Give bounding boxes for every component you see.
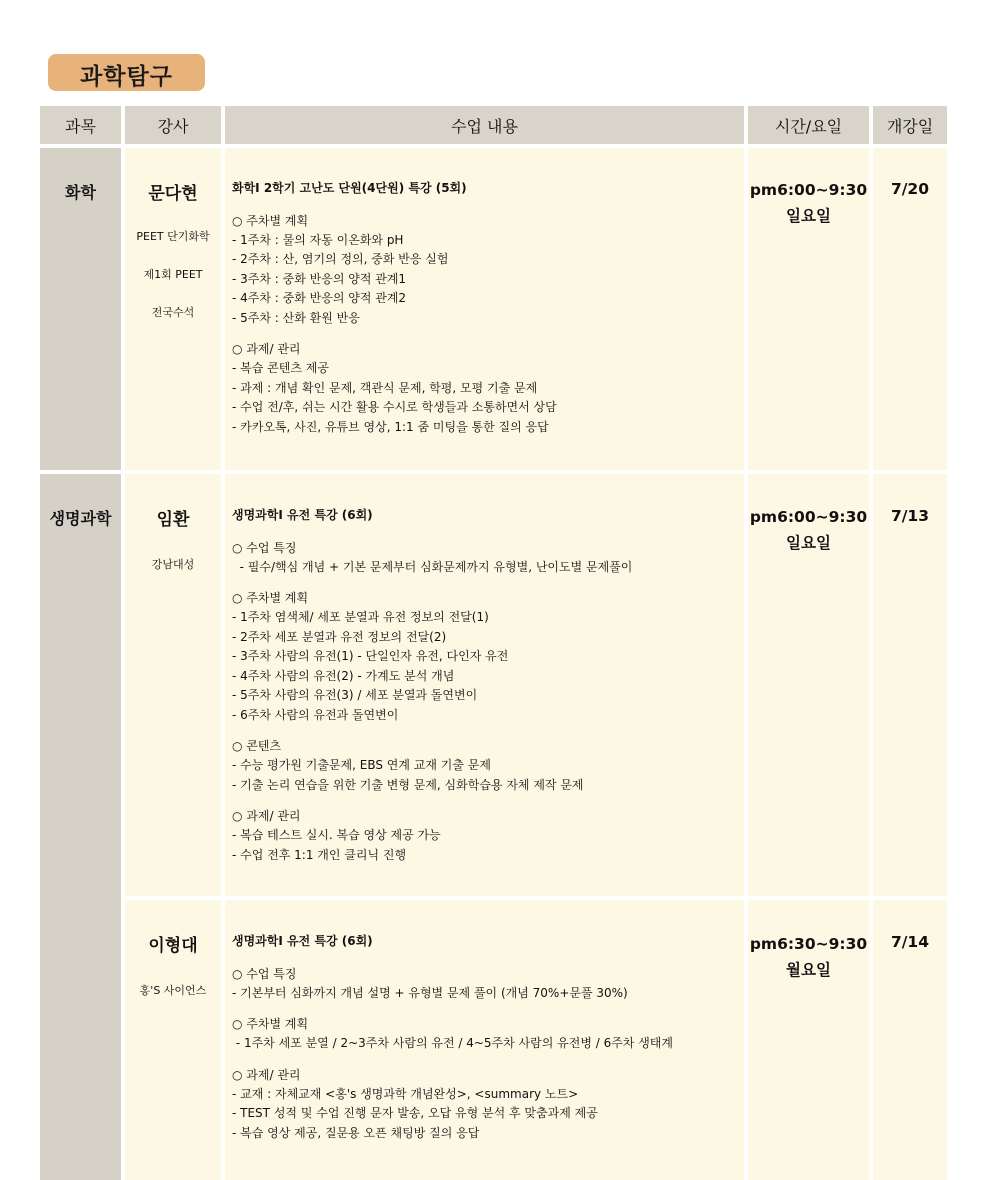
class-day: 일요일 bbox=[786, 534, 831, 552]
subject-label: 생명과학 bbox=[49, 509, 112, 528]
content-section bbox=[232, 1014, 744, 1054]
section-title-badge bbox=[48, 54, 205, 91]
header-content: 수업 내용 bbox=[225, 106, 744, 144]
list-item: - 수업 전/후, 쉬는 시간 활용 수시로 학생들과 소통하면서 상담 bbox=[232, 400, 557, 414]
credential-line: 제1회 PEET bbox=[143, 268, 203, 281]
credential-line: 홍'S 사이언스 bbox=[139, 984, 207, 997]
course-title: 생명과학Ⅰ 유전 특강 (6회) bbox=[232, 508, 373, 522]
time-cell bbox=[748, 900, 869, 1180]
credential-line: 전국수석 bbox=[151, 306, 195, 319]
content-cell bbox=[225, 900, 744, 1180]
list-item: - 5주차 : 산화 환원 반응 bbox=[232, 310, 360, 325]
list-item: - 필수/핵심 개념 + 기본 문제부터 심화문제까지 유형별, 난이도별 문제풀이 bbox=[232, 559, 633, 574]
section-heading: ○ 과제/ 관리 bbox=[232, 809, 301, 823]
time-cell bbox=[748, 148, 869, 470]
instructor-name: 이형대 bbox=[148, 936, 198, 956]
instructor-credentials bbox=[125, 208, 221, 341]
section-heading: ○ 수업 특징 bbox=[232, 966, 297, 981]
header-time: 시간/요일 bbox=[748, 106, 869, 144]
list-item: - 5주차 사람의 유전(3) / 세포 분열과 돌연변이 bbox=[232, 688, 478, 702]
start-date-cell bbox=[873, 148, 947, 470]
list-item: - 1주차 : 물의 자동 이온화와 pH bbox=[232, 232, 404, 247]
list-item: - 1주차 세포 분열 / 2~3주차 사람의 유전 / 4~5주차 사람의 유전병 / 6주차 생태계 bbox=[232, 1036, 673, 1050]
content-section bbox=[232, 538, 744, 578]
course-title: 생명과학Ⅰ 유전 특강 (6회) bbox=[232, 934, 373, 948]
instructor-credentials bbox=[125, 962, 221, 1019]
class-day: 일요일 bbox=[786, 207, 831, 225]
list-item: - 2주차 : 산, 염기의 정의, 중화 반응 실험 bbox=[232, 252, 449, 266]
instructor-name: 임환 bbox=[156, 510, 190, 530]
content-cell bbox=[225, 148, 744, 470]
start-date: 7/14 bbox=[890, 933, 930, 951]
course-title: 화학Ⅰ 2학기 고난도 단원(4단원) 특강 (5회) bbox=[232, 181, 467, 195]
class-day: 월요일 bbox=[786, 961, 831, 979]
instructor-cell bbox=[125, 148, 221, 470]
header-start-date: 개강일 bbox=[873, 106, 947, 144]
start-date-cell bbox=[873, 900, 947, 1180]
subject-label: 화학 bbox=[65, 183, 96, 202]
list-item: - 4주차 사람의 유전(2) - 가계도 분석 개념 bbox=[232, 668, 455, 683]
section-heading: ○ 수업 특징 bbox=[232, 540, 297, 555]
instructor-credentials bbox=[125, 536, 221, 593]
section-heading: ○ 과제/ 관리 bbox=[232, 1067, 301, 1082]
list-item: - 2주차 세포 분열과 유전 정보의 전달(2) bbox=[232, 629, 447, 644]
content-section bbox=[232, 211, 744, 329]
list-item: - 6주차 사람의 유전과 돌연변이 bbox=[232, 707, 399, 722]
section-heading: ○ 과제/ 관리 bbox=[232, 342, 301, 356]
instructor-cell bbox=[125, 474, 221, 896]
list-item: - 교재 : 자체교재 <홍's 생명과학 개념완성>, <summary 노트> bbox=[232, 1086, 579, 1101]
class-time: pm6:30~9:30 bbox=[749, 935, 868, 953]
list-item: - 복습 테스트 실시. 복습 영상 제공 가능 bbox=[232, 828, 441, 842]
page-title: 과학탐구 bbox=[80, 64, 173, 90]
time-cell bbox=[748, 474, 869, 896]
instructor-name: 문다현 bbox=[148, 184, 198, 204]
content-section bbox=[232, 736, 744, 795]
list-item: - 복습 영상 제공, 질문용 오픈 채팅방 질의 응답 bbox=[232, 1125, 480, 1140]
list-item: - 수업 전후 1:1 개인 클리닉 진행 bbox=[232, 847, 407, 862]
list-item: - 기출 논리 연습을 위한 기출 변형 문제, 심화학습용 자체 제작 문제 bbox=[232, 777, 584, 792]
subject-cell-chemistry bbox=[40, 148, 121, 470]
section-heading: ○ 콘텐츠 bbox=[232, 739, 282, 753]
section-heading: ○ 주차별 계획 bbox=[232, 591, 309, 605]
instructor-cell bbox=[125, 900, 221, 1180]
header-instructor: 강사 bbox=[125, 106, 221, 144]
credential-line: 강남대성 bbox=[151, 558, 195, 571]
list-item: - 복습 콘텐츠 제공 bbox=[232, 361, 329, 375]
header-subject: 과목 bbox=[40, 106, 121, 144]
list-item: - 3주차 : 중화 반응의 양적 관계1 bbox=[232, 271, 407, 286]
content-cell bbox=[225, 474, 744, 896]
start-date: 7/13 bbox=[890, 507, 930, 525]
list-item: - 카카오톡, 사진, 유튜브 영상, 1:1 줌 미팅을 통한 질의 응답 bbox=[232, 419, 549, 434]
class-time: pm6:00~9:30 bbox=[749, 181, 868, 199]
class-time: pm6:00~9:30 bbox=[749, 508, 868, 526]
start-date-cell bbox=[873, 474, 947, 896]
list-item: - 1주차 염색체/ 세포 분열과 유전 정보의 전달(1) bbox=[232, 610, 489, 624]
content-section bbox=[232, 806, 744, 865]
list-item: - 과제 : 개념 확인 문제, 객관식 문제, 학평, 모평 기출 문제 bbox=[232, 380, 538, 395]
list-item: - TEST 성적 및 수업 진행 문자 발송, 오답 유형 분석 후 맞춤과제 제공 bbox=[232, 1106, 598, 1120]
subject-cell-biology bbox=[40, 474, 121, 1180]
list-item: - 수능 평가원 기출문제, EBS 연계 교재 기출 문제 bbox=[232, 758, 491, 772]
section-heading: ○ 주차별 계획 bbox=[232, 213, 309, 228]
list-item: - 기본부터 심화까지 개념 설명 + 유형별 문제 풀이 (개념 70%+문풀 30%) bbox=[232, 985, 628, 1000]
credential-line: PEET 단기화학 bbox=[136, 230, 210, 243]
list-item: - 4주차 : 중화 반응의 양적 관계2 bbox=[232, 291, 407, 305]
content-section bbox=[232, 339, 744, 437]
content-section bbox=[232, 1065, 744, 1144]
start-date: 7/20 bbox=[890, 180, 930, 198]
list-item: - 3주차 사람의 유전(1) - 단일인자 유전, 다인자 유전 bbox=[232, 649, 509, 663]
content-section bbox=[232, 588, 744, 725]
section-heading: ○ 주차별 계획 bbox=[232, 1017, 309, 1031]
content-section bbox=[232, 964, 744, 1004]
